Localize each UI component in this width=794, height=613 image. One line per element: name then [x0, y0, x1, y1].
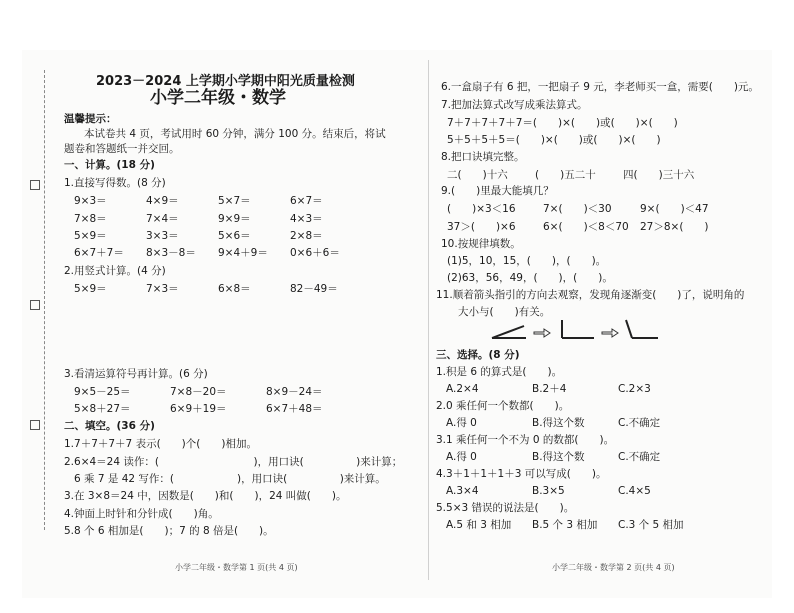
calc-item: 7×8＝	[74, 213, 107, 225]
section-heading: 三、选择。(8 分)	[436, 349, 520, 361]
fill-question: 6.一盒扇子有 6 把，一把扇子 9 元，李老师买一盒，需要( )元。	[441, 81, 759, 93]
calc-item: 5×9＝	[74, 283, 107, 295]
section-heading: 二、填空。(36 分)	[64, 420, 155, 432]
fill-line: 5＋5＋5＋5＝( )×( )或( )×( )	[447, 134, 661, 146]
fill-line: (2)63，56，49，( )，( )。	[447, 272, 613, 284]
calc-item: 7×8－20＝	[170, 386, 227, 398]
choice-question: 4.3＋1＋1＋1＋3 可以写成( )。	[436, 468, 607, 480]
fill-question: 8.把口诀填完整。	[441, 151, 525, 163]
choice-option: B.3×5	[532, 485, 565, 497]
fill-question: 4.钟面上时针和分针成( )角。	[64, 508, 219, 520]
calc-item: 8×3－8＝	[146, 247, 196, 259]
fill-line: 7＋7＋7＋7＋7＝( )×( )或( )×( )	[447, 117, 678, 129]
angle-figure	[490, 318, 660, 342]
calc-item: 7×3＝	[146, 283, 179, 295]
choice-option: C.4×5	[618, 485, 651, 497]
arrow-right-icon	[534, 329, 550, 337]
calc-item: 9×4＋9＝	[218, 247, 268, 259]
tips-line: 本试卷共 4 页，考试用时 60 分钟，满分 100 分。结束后，将试	[84, 128, 386, 140]
arrow-right-icon	[602, 329, 618, 337]
choice-question: 5.5×3 错误的说法是( )。	[436, 502, 575, 514]
question: 3.看清运算符号再计算。(6 分)	[64, 368, 208, 380]
calc-item: 5×9＝	[74, 230, 107, 242]
fill-line: 二( )十六	[447, 169, 508, 181]
fill-question: 1.7＋7＋7＋7 表示( )个( )相加。	[64, 438, 257, 450]
fill-line: 37＞( )×6	[447, 221, 516, 233]
tips-line: 题卷和答题纸一并交回。	[64, 143, 180, 155]
fill-line: 9×( )＜47	[640, 203, 709, 215]
calc-item: 6×7＋48＝	[266, 403, 323, 415]
choice-option: C.不确定	[618, 417, 661, 429]
choice-option: B.2＋4	[532, 383, 567, 395]
fill-line: 四( )三十六	[623, 169, 695, 181]
page-fold-line	[428, 60, 429, 580]
choice-option: A.得 0	[446, 417, 477, 429]
fill-line: ( )×3＜16	[447, 203, 516, 215]
calc-item: 5×7＝	[218, 195, 251, 207]
fill-question: 7.把加法算式改写成乘法算式。	[441, 99, 588, 111]
calc-item: 5×6＝	[218, 230, 251, 242]
choice-option: A.5 和 3 相加	[446, 519, 512, 531]
choice-option: A.3×4	[446, 485, 479, 497]
choice-option: A.2×4	[446, 383, 479, 395]
fill-line: 大小与( )有关。	[458, 306, 551, 318]
calc-item: 82－49＝	[290, 283, 338, 295]
fill-line: 6×( )＜8＜70	[543, 221, 629, 233]
fill-line: 27＞8×( )	[640, 221, 709, 233]
fill-question: 2.6×4＝24 读作：( )，用口诀( )来计算；	[64, 456, 403, 468]
fill-question: 9.( )里最大能填几？	[441, 185, 554, 197]
calc-item: 3×3＝	[146, 230, 179, 242]
choice-option: C.2×3	[618, 383, 651, 395]
calc-item: 6×9＋19＝	[170, 403, 227, 415]
choice-option: B.5 个 3 相加	[532, 519, 598, 531]
page-footer: 小学二年级・数学第 1 页(共 4 页)	[175, 563, 298, 572]
fill-question: 10.按规律填数。	[441, 238, 521, 250]
calc-item: 8×9－24＝	[266, 386, 323, 398]
calc-item: 9×5－25＝	[74, 386, 131, 398]
tips-heading: 温馨提示：	[64, 113, 117, 125]
section-heading: 一、计算。(18 分)	[64, 159, 155, 171]
calc-item: 9×3＝	[74, 195, 107, 207]
exam-subtitle: 小学二年级・数学	[150, 88, 286, 108]
binding-mark	[30, 420, 40, 430]
exam-title: 2023－2024 上学期小学期中阳光质量检测	[96, 74, 355, 89]
choice-option: B.得这个数	[532, 451, 585, 463]
calc-item: 0×6＋6＝	[290, 247, 340, 259]
calc-item: 6×7＋7＝	[74, 247, 124, 259]
question: 2.用竖式计算。(4 分)	[64, 265, 166, 277]
angle-right	[562, 320, 594, 338]
choice-question: 1.积是 6 的算式是( )。	[436, 366, 563, 378]
calc-item: 6×8＝	[218, 283, 251, 295]
fill-question: 5.8 个 6 相加是( )；7 的 8 倍是( )。	[64, 525, 274, 537]
binding-mark	[30, 300, 40, 310]
fill-question: 3.在 3×8＝24 中，因数是( )和( )，24 叫做( )。	[64, 490, 347, 502]
choice-question: 3.1 乘任何一个不为 0 的数都( )。	[436, 434, 615, 446]
fill-line: ( )五二十	[535, 169, 596, 181]
fill-question: 11.顺着箭头指引的方向去观察，发现角逐渐变( )了，说明角的	[436, 289, 745, 301]
choice-option: B.得这个数	[532, 417, 585, 429]
calc-item: 2×8＝	[290, 230, 323, 242]
calc-item: 9×9＝	[218, 213, 251, 225]
angle-obtuse	[626, 320, 658, 338]
fill-line: (1)5，10，15，( )，( )。	[447, 255, 607, 267]
calc-item: 6×7＝	[290, 195, 323, 207]
question: 1.直接写得数。(8 分)	[64, 177, 166, 189]
choice-question: 2.0 乘任何一个数都( )。	[436, 400, 570, 412]
choice-option: C.不确定	[618, 451, 661, 463]
binding-mark	[30, 180, 40, 190]
calc-item: 7×4＝	[146, 213, 179, 225]
choice-option: A.得 0	[446, 451, 477, 463]
angle-small	[492, 326, 526, 338]
choice-option: C.3 个 5 相加	[618, 519, 684, 531]
page-footer: 小学二年级・数学第 2 页(共 4 页)	[552, 563, 675, 572]
fill-line: 7×( )＜30	[543, 203, 612, 215]
calc-item: 5×8＋27＝	[74, 403, 131, 415]
calc-item: 4×3＝	[290, 213, 323, 225]
fill-question: 6 乘 7 是 42 写作：( )，用口诀( )来计算。	[74, 473, 386, 485]
calc-item: 4×9＝	[146, 195, 179, 207]
